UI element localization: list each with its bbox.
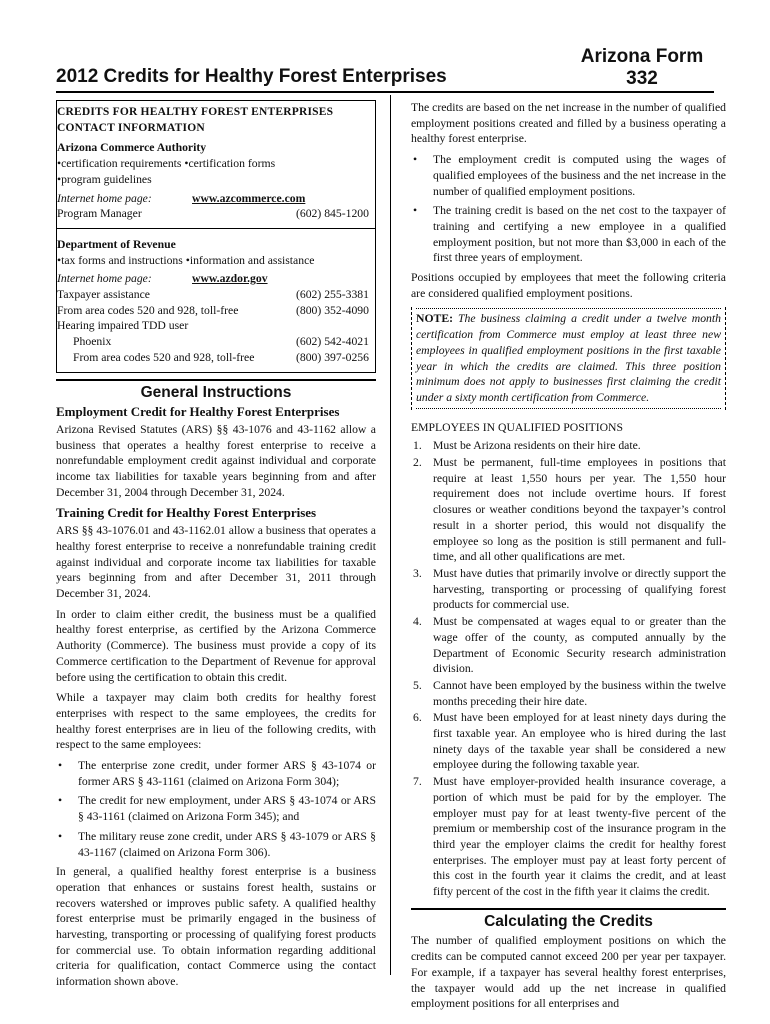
qualified-positions-heading: EMPLOYEES IN QUALIFIED POSITIONS xyxy=(411,420,623,434)
left-column xyxy=(56,100,376,995)
criteria-number: 2. xyxy=(413,456,422,470)
criteria-number: 6. xyxy=(413,711,422,725)
criteria-number: 7. xyxy=(413,775,422,789)
phone-label: From area codes 520 and 928, toll-free xyxy=(73,350,255,364)
manager-label: Program Manager xyxy=(57,207,142,221)
right-column xyxy=(411,100,726,1017)
in-lieu-list xyxy=(56,758,376,860)
commerce-bullets-1: •certification requirements •certification forms xyxy=(57,157,276,171)
revenue-home-label: Internet home page: xyxy=(57,272,152,286)
criteria-item xyxy=(411,678,726,709)
note-label: NOTE: xyxy=(416,312,454,326)
note-text: The business claiming a credit under a twelve month certification from Commerce must employ at least three new employees in qualified employment positions in the first taxable year in which the credits are claimed. This three position minimum does not apply to businesses first claiming the credit under a sixty month certification from Commerce. xyxy=(416,312,721,404)
training-credit-heading: Training Credit for Healthy Forest Enterprises xyxy=(56,505,317,521)
criteria-item xyxy=(411,455,726,565)
qualification-criteria-list xyxy=(411,438,726,899)
commerce-home-link[interactable]: www.azcommerce.com xyxy=(192,191,306,205)
criteria-number: 5. xyxy=(413,678,422,692)
contact-info-box xyxy=(56,100,376,229)
credits-intro: The credits are based on the net increase in the number of qualified employment positions created and filled by a business operating a healthy forest enterprise. xyxy=(411,101,726,146)
calculating-credits-heading: Calculating the Credits xyxy=(411,908,726,930)
list-item-text: The military reuse zone credit, under ARS § 43-1079 or ARS § 43-1167 (claimed on Arizona Form 306). xyxy=(78,829,376,859)
list-item: • The employment credit is computed using the wages of qualified employees of the business and the net increase in the number of qualified employment positions. xyxy=(413,153,726,198)
list-item-text: The training credit is based on the net cost to the taxpayer of training and certifying a new employee in a qualified employment position, but not more than $3,000 in each of the first three years of employment. xyxy=(433,204,726,265)
commerce-bullets-2: •program guidelines xyxy=(57,172,152,186)
criteria-text: Cannot have been employed by the business within the twelve months preceding their hire date. xyxy=(433,678,726,708)
criteria-text: Must have been employed for at least ninety days during the first taxable year. An employee who is hired during the last ninety days of the taxable year shall be considered a new employee during the following taxable year. xyxy=(433,711,726,772)
general-instructions-heading: General Instructions xyxy=(56,379,376,401)
criteria-item xyxy=(411,614,726,677)
note-content xyxy=(416,308,721,408)
revenue-home-row xyxy=(57,271,369,287)
list-item: • The enterprise zone credit, under former ARS § 43-1074 or former ARS § 43-1161 (claimed on Arizona Form 304); xyxy=(58,759,376,788)
criteria-text: Must be Arizona residents on their hire date. xyxy=(433,439,641,453)
criteria-item xyxy=(411,566,726,613)
form-label: Arizona Form xyxy=(580,46,704,67)
phone-row xyxy=(57,287,369,303)
revenue-home-link[interactable]: www.azdor.gov xyxy=(192,272,268,286)
training-credit-text: ARS §§ 43-1076.01 and 43-1162.01 allow a business that operates a healthy forest enterprise to receive a nonrefundable training credit against individual and corporate income tax liabilities for taxable years beginning from and after December 31, 2011 through December 31, 2024. xyxy=(56,524,376,600)
phone-number: (602) 255-3381 xyxy=(295,288,369,302)
calculating-credits-text: The number of qualified employment positions on which the credits can be computed cannot exceed 200 per year per taxpayer. For example, if a taxpayer has several healthy forest enterprises, the taxpayer would add up the net increase in qualified employment positions for all enterprises and xyxy=(411,934,726,1011)
revenue-info-box xyxy=(56,229,376,373)
criteria-number: 3. xyxy=(413,566,422,580)
phone-number: (602) 542-4021 xyxy=(295,335,369,349)
contact-heading-line2: CONTACT INFORMATION xyxy=(57,121,205,134)
phone-number: (800) 397-0256 xyxy=(295,350,369,364)
phone-row xyxy=(57,318,369,334)
criteria-text: Must be permanent, full-time employees in positions that require at least 1,550 hours per year. The 1,550 hour requirement does not include overtime hours. If forest closures or weather conditions beyond the taxpayer’s control result in a shorter period, this would not disqualify the employee so long as the position is still permanent and full-time, and all other qualifications are met. xyxy=(433,456,726,564)
list-item: • The credit for new employment, under ARS § 43-1074 or ARS § 43-1161 (claimed on Arizona Form 345); and xyxy=(58,794,376,824)
manager-phone: (602) 845-1200 xyxy=(295,207,369,221)
criteria-item xyxy=(411,774,726,900)
contact-heading-line1: CREDITS FOR HEALTHY FOREST ENTERPRISES xyxy=(57,106,334,118)
list-item-text: The employment credit is computed using the wages of qualified employees of the business and the net increase in the number of qualified employment positions. xyxy=(433,153,726,198)
criteria-text: Must have duties that primarily involve or directly support the harvesting, transporting or processing of qualifying forest products for commercial use. xyxy=(433,566,726,612)
phone-number: (800) 352-4090 xyxy=(295,303,369,317)
criteria-number: 1. xyxy=(413,439,422,453)
commerce-home-label: Internet home page: xyxy=(57,191,152,205)
contact-heading xyxy=(57,105,369,136)
form-number xyxy=(572,46,712,90)
page-title: 2012 Credits for Healthy Forest Enterprises xyxy=(56,66,447,87)
commerce-home-row xyxy=(57,191,369,207)
qualification-paragraph: In order to claim either credit, the business must be a qualified healthy forest enterprise, as certified by the Arizona Commerce Authority (Commerce). The business must provide a copy of its Commerce certification to the Department of Revenue for approval before using the certification to obtain this credit. xyxy=(56,607,376,684)
employment-credit-heading: Employment Credit for Healthy Forest Enterprises xyxy=(56,404,340,420)
criteria-item xyxy=(411,438,726,454)
phone-label: Taxpayer assistance xyxy=(57,288,150,302)
revenue-bullets: •tax forms and instructions •information and assistance xyxy=(57,253,315,267)
credit-basis-list xyxy=(411,152,726,266)
revenue-name: Department of Revenue xyxy=(57,237,176,251)
column-divider xyxy=(390,95,391,975)
list-item-text: The credit for new employment, under ARS § 43-1074 or ARS § 43-1161 (claimed on Arizona Form 345); and xyxy=(78,794,376,824)
list-item: • The training credit is based on the net cost to the taxpayer of training and certifying a new employee in a qualified employment position, but not more than $3,000 in each of the first three years of employment. xyxy=(413,204,726,265)
list-item: • The military reuse zone credit, under ARS § 43-1079 or ARS § 43-1167 (claimed on Arizona Form 306). xyxy=(58,829,376,859)
criteria-text: Must have employer-provided health insurance coverage, a portion of which must be paid for by the employer. The employer must pay for at least twenty-five percent of the premium or membership cost of the insurance program in the third year the employer claims the credit for healthy forest enterprises. The employer must pay at least forty percent of this cost in the fourth year it claims the credit, and at least fifty percent of the cost in the fifth year it claims the credit. xyxy=(433,775,726,899)
note-box xyxy=(411,307,726,409)
phone-row xyxy=(57,334,369,350)
title-divider xyxy=(56,91,714,93)
employment-credit-text: Arizona Revised Statutes (ARS) §§ 43-1076 and 43-1162 allow a business that operates a healthy forest enterprise to receive a nonrefundable employment credit against individual and corporate income tax liabilities for taxable years beginning from and after December 31, 2004 through December 31, 2024. xyxy=(56,422,376,499)
criteria-item xyxy=(411,710,726,773)
list-item-text: The enterprise zone credit, under former ARS § 43-1074 or former ARS § 43-1161 (claimed on Arizona Form 304); xyxy=(78,759,376,788)
commerce-manager-row xyxy=(57,206,369,222)
commerce-name: Arizona Commerce Authority xyxy=(57,141,207,155)
phone-row xyxy=(57,303,369,319)
phone-label: From area codes 520 and 928, toll-free xyxy=(57,303,239,317)
positions-paragraph: Positions occupied by employees that meet the following criteria are considered qualified employment positions. xyxy=(411,271,726,300)
in-lieu-paragraph: While a taxpayer may claim both credits for healthy forest enterprises with respect to the same employees, the credits for healthy forest enterprises are in lieu of the following credits, with respect to the same employees: xyxy=(56,691,376,752)
criteria-number: 4. xyxy=(413,615,422,629)
phone-label: Hearing impaired TDD user xyxy=(57,319,189,333)
criteria-text: Must be compensated at wages equal to or greater than the wage offer of the county, as computed annually by the Department of Economic Security research administration division. xyxy=(433,615,726,676)
phone-row xyxy=(57,350,369,366)
definition-paragraph: In general, a qualified healthy forest enterprise is a business operation that enhances or sustains forest health, sustains or recovers watershed or improves public safety. A qualified healthy forest enterprise must be primarily engaged in the business of harvesting, transporting or processing of qualifying forest products for commercial use. To obtain information regarding additional criteria for qualification, contact Commerce using the contact information shown above. xyxy=(56,865,376,989)
phone-label: Phoenix xyxy=(73,335,112,349)
form-number-value: 332 xyxy=(626,68,658,89)
